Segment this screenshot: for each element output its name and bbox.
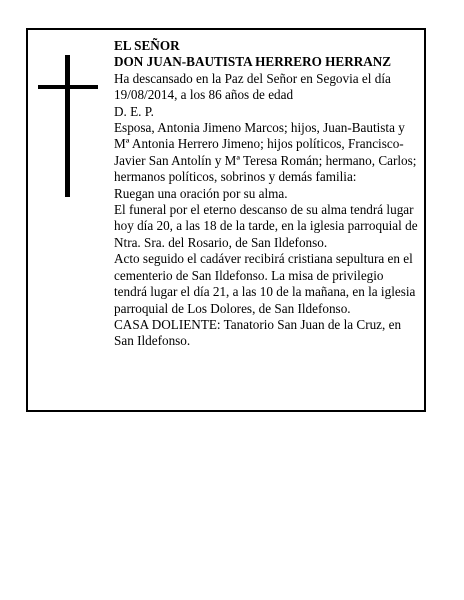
family-list: Esposa, Antonia Jimeno Marcos; hijos, Juan-Bautista y Mª Antonia Herrero Jimeno; hijos políticos, Francisco-Javier San Antolín y Mª Teresa Román; hermano, Carlos; hermanos políticos, sobrinos y demás familia: [114, 120, 417, 185]
obituary-text [114, 38, 419, 350]
dep-line: D. E. P. [114, 103, 154, 119]
prayer-request: Ruegan una oración por su alma. [114, 185, 288, 201]
cross-icon [38, 55, 98, 197]
burial-details: Acto seguido el cadáver recibirá cristiana sepultura en el cementerio de San Ildefonso. La misa de privilegio tendrá lugar el día 21, a las 10 de la mañana, en la iglesia parroquial de Los Dolores, de San Ildefonso. [114, 251, 416, 316]
deceased-name: DON JUAN-BAUTISTA HERRERO HERRANZ [114, 54, 392, 70]
mourning-house: CASA DOLIENTE: Tanatorio San Juan de la Cruz, en San Ildefonso. [114, 316, 402, 349]
obituary-title: EL SEÑOR [114, 38, 180, 53]
cross-horizontal-bar [38, 85, 98, 89]
cross-vertical-bar [65, 55, 70, 197]
death-notice: Ha descansado en la Paz del Señor en Segovia el día 19/08/2014, a los 86 años de edad [114, 70, 391, 103]
funeral-details: El funeral por el eterno descanso de su alma tendrá lugar hoy día 20, a las 18 de la tarde, en la iglesia parroquial de Ntra. Sra. del Rosario, de San Ildefonso. [114, 202, 418, 250]
